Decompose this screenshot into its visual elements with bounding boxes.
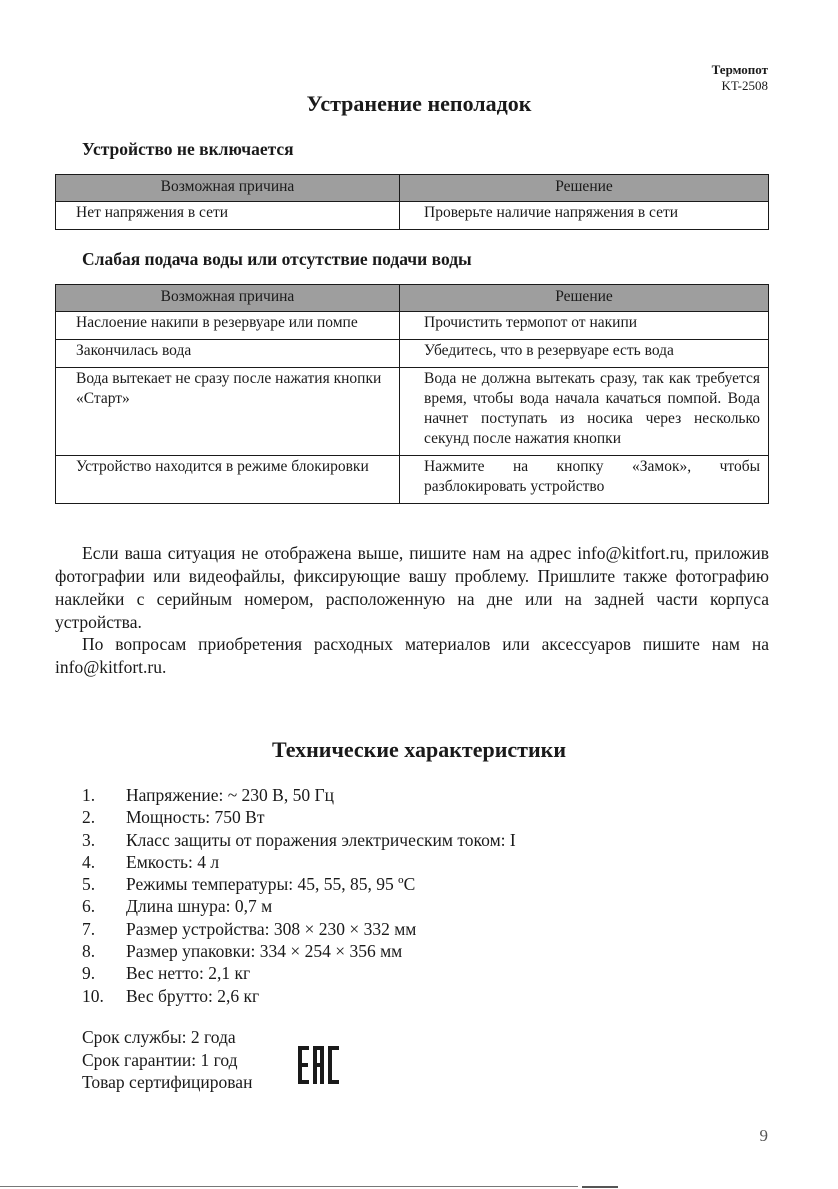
item-text: Вес брутто: 2,6 кг xyxy=(126,985,260,1006)
item-number: 9. xyxy=(82,963,96,984)
specs-list xyxy=(82,784,516,1007)
list-item xyxy=(82,985,516,1007)
header-model: KT-2508 xyxy=(721,78,768,93)
item-number: 5. xyxy=(82,874,96,895)
section2-title: Слабая подача воды или отсутствие подачи воды xyxy=(82,249,472,269)
item-number: 3. xyxy=(82,829,96,850)
item-number: 7. xyxy=(82,918,96,939)
column-header-cause: Возможная причина xyxy=(56,285,400,312)
list-item xyxy=(82,873,516,895)
page-number: 9 xyxy=(759,1126,768,1145)
item-text: Мощность: 750 Вт xyxy=(126,807,265,828)
table-header-row xyxy=(56,175,769,202)
item-number: 6. xyxy=(82,896,96,917)
warranty-period: Срок гарантии: 1 год xyxy=(82,1049,238,1070)
list-item xyxy=(82,895,516,917)
cell-solution: Прочистить термопот от накипи xyxy=(400,312,769,340)
specs-title: Технические характеристики xyxy=(271,737,567,762)
table-section1 xyxy=(55,174,769,230)
service-life: Срок службы: 2 года xyxy=(82,1027,236,1047)
item-text: Длина шнура: 0,7 м xyxy=(126,896,273,917)
item-number: 10. xyxy=(82,985,104,1006)
contact-paragraph: Если ваша ситуация не отображена выше, пишите нам на адрес info@kitfort.ru, приложив фотографии или видеофайлы, фиксирующие вашу проблему. Пришлите также фотографию наклейки с серийным номером, расположенную на дне или на задней части корпуса устройства. xyxy=(55,543,769,632)
cell-solution: Нажмите на кнопку «Замок», чтобы разблокировать устройство xyxy=(400,456,769,504)
table-row xyxy=(56,312,769,340)
table-header-row xyxy=(56,285,769,312)
item-text: Размер упаковки: 334 × 254 × 356 мм xyxy=(126,941,403,962)
cell-cause: Закончилась вода xyxy=(56,340,400,368)
list-item xyxy=(82,962,516,984)
list-item xyxy=(82,784,516,806)
item-text: Емкость: 4 л xyxy=(126,851,220,872)
bottom-rule xyxy=(0,1186,578,1187)
accessories-paragraph: По вопросам приобретения расходных материалов или аксессуаров пишите нам на info@kitfort.ru. xyxy=(55,634,769,677)
cell-cause: Нет напряжения в сети xyxy=(56,202,400,230)
item-number: 4. xyxy=(82,851,96,872)
column-header-cause: Возможная причина xyxy=(56,175,400,202)
table-row xyxy=(56,340,769,368)
cell-solution: Убедитесь, что в резервуаре есть вода xyxy=(400,340,769,368)
table-section2 xyxy=(55,284,769,504)
item-text: Размер устройства: 308 × 230 × 332 мм xyxy=(126,918,417,939)
item-number: 1. xyxy=(82,785,96,805)
certification-note: Товар сертифицирован xyxy=(82,1072,253,1092)
item-text: Режимы температуры: 45, 55, 85, 95 ºС xyxy=(126,874,416,895)
list-item xyxy=(82,940,516,962)
cell-solution: Проверьте наличие напряжения в сети xyxy=(400,202,769,230)
page-header xyxy=(712,62,768,94)
table-row xyxy=(56,202,769,230)
table-row xyxy=(56,368,769,456)
list-item xyxy=(82,806,516,828)
item-text: Вес нетто: 2,1 кг xyxy=(126,963,251,984)
service-info xyxy=(82,1026,252,1094)
item-text: Напряжение: ~ 230 В, 50 Гц xyxy=(126,785,334,805)
item-number: 8. xyxy=(82,941,96,962)
eac-mark-icon xyxy=(297,1043,341,1087)
column-header-solution: Решение xyxy=(400,285,769,312)
item-number: 2. xyxy=(82,807,96,828)
section1-title: Устройство не включается xyxy=(82,139,294,159)
table-row xyxy=(56,456,769,504)
bottom-rule-accent xyxy=(582,1186,618,1188)
cell-solution: Вода не должна вытекать сразу, так как требуется время, чтобы вода начала качаться помпой. Вода начнет поступать из носика через несколько секунд после нажатия кнопки xyxy=(400,368,769,456)
list-item xyxy=(82,851,516,873)
list-item xyxy=(82,829,516,851)
header-product: Термопот xyxy=(711,62,768,77)
column-header-solution: Решение xyxy=(400,175,769,202)
troubleshooting-title: Устранение неполадок xyxy=(306,91,532,116)
cell-cause: Наслоение накипи в резервуаре или помпе xyxy=(56,312,400,340)
list-item xyxy=(82,918,516,940)
cell-cause: Устройство находится в режиме блокировки xyxy=(56,456,400,504)
cell-cause: Вода вытекает не сразу после нажатия кнопки «Старт» xyxy=(56,368,400,456)
item-text: Класс защиты от поражения электрическим током: I xyxy=(126,829,516,850)
